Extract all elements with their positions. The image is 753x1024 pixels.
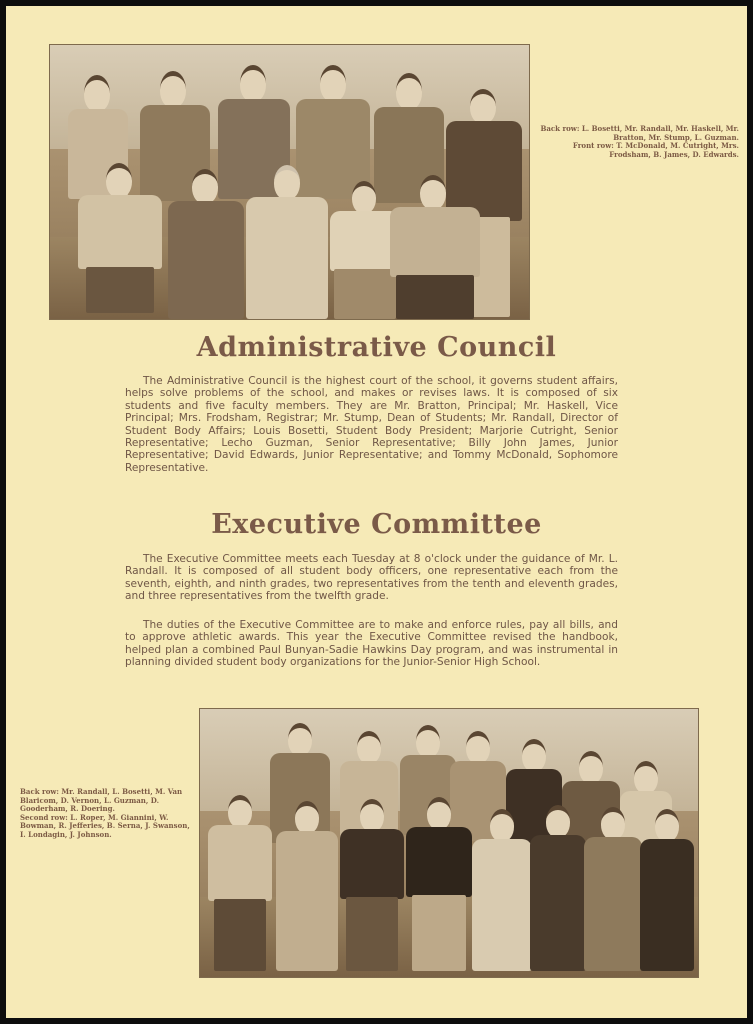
person-figure — [340, 799, 404, 971]
executive-committee-caption: Back row: Mr. Randall, L. Bosetti, M. Van Blaricom, D. Vernon, L. Guzman, D. Gooderham, R. Doering. Second row: L. Roper, M. Giannini, W. Bowman, R. Jefferies, B. Serna, J. Swanson, I. Londagin, J. Johnson. — [20, 787, 190, 839]
administrative-council-paragraph: The Administrative Council is the highest court of the school, it governs student affairs, helps solve problems of the school, and makes or revises laws. It is composed of six students and five faculty members. They are Mr. Bratton, Principal; Mr. Haskell, Vice Principal; Mrs. Frodsham, Registrar; Mr. Stump, Dean of Students; Mr. Randall, Director of Student Body Affairs; Louis Bosetti, Student Body President; Marjorie Cutright, Senior Representative; Lecho Guzman, Senior Representative; Billy John James, Junior Representative; David Edwards, Junior Representative; and Tommy McDonald, Sophomore Representative. — [125, 375, 618, 474]
person-figure — [640, 809, 694, 971]
executive-committee-paragraph-1: The Executive Committee meets each Tuesday at 8 o'clock under the guidance of Mr. L. Randall. It is composed of all student body officers, one representative each from the seventh, eighth, and ninth grades, two representatives from the tenth and eleventh grades, and three representatives from the twelfth grade. — [125, 553, 618, 603]
executive-committee-paragraph-2: The duties of the Executive Committee are to make and enforce rules, pay all bills, and to approve athletic awards. This year the Executive Committee revised the handbook, helped plan a combined Paul Bunyan-Sadie Hawkins Day program, and was instrumental in planning divided student body organizations for the Junior-Senior High School. — [125, 619, 618, 669]
executive-committee-heading: Executive Committee — [211, 509, 542, 540]
person-figure — [584, 807, 642, 971]
executive-committee-photo — [199, 708, 699, 978]
person-figure — [390, 175, 480, 319]
administrative-council-caption: Back row: L. Bosetti, Mr. Randall, Mr. Haskell, Mr. Bratton, Mr. Stump, L. Guzman. Front row: T. McDonald, M. Cutright, Mrs. Frodsham, B. James, D. Edwards. — [540, 124, 739, 159]
person-figure — [78, 163, 162, 313]
person-figure — [208, 795, 272, 971]
person-figure — [530, 805, 586, 971]
person-figure — [246, 165, 328, 319]
person-figure — [472, 809, 532, 971]
person-figure — [406, 797, 472, 971]
yearbook-page — [6, 6, 747, 1018]
administrative-council-photo — [49, 44, 530, 320]
person-figure — [168, 169, 244, 319]
person-figure — [276, 801, 338, 971]
administrative-council-heading: Administrative Council — [196, 332, 557, 363]
